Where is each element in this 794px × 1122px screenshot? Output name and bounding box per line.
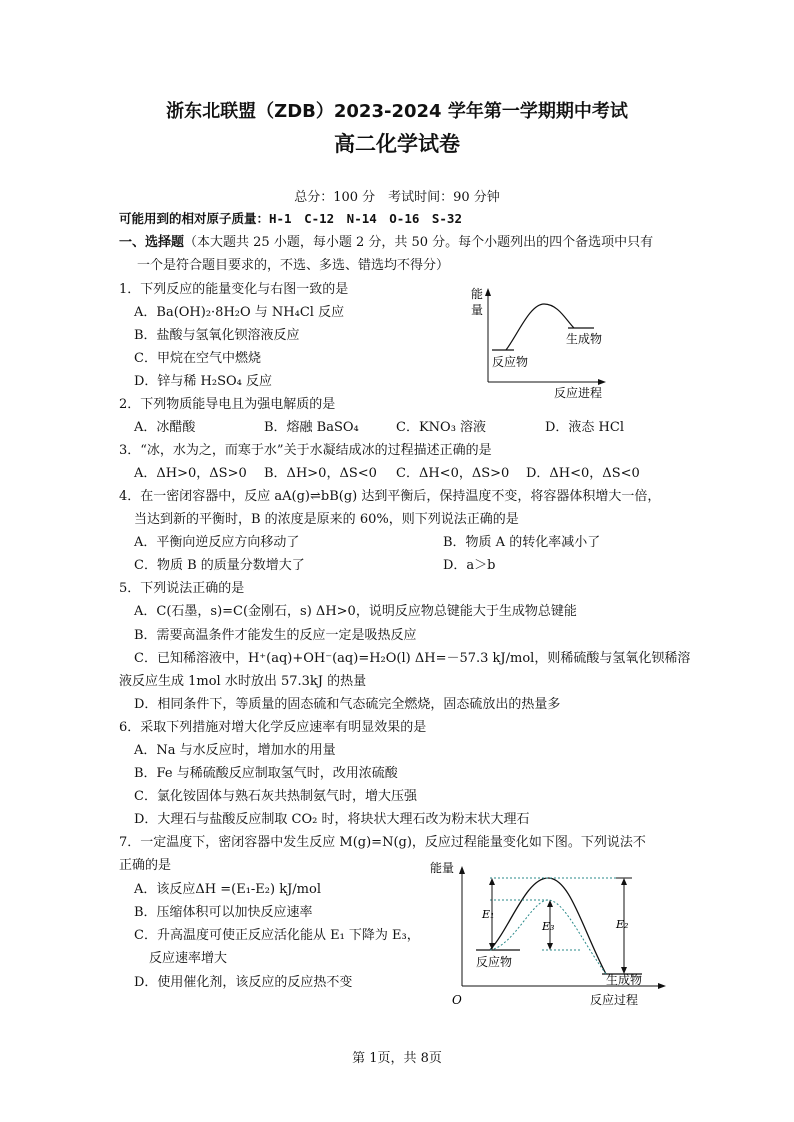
q7-stem-line2: 正确的是 [119,858,172,873]
q7-energy-diagram [430,858,670,1010]
q5-option-c: C．已知稀溶液中，H⁺(aq)+OH⁻(aq)=H₂O(l) ΔH=－57.3 kJ/mol，则稀硫酸与氢氧化钡稀溶 [134,651,691,666]
q1-stem: 1．下列反应的能量变化与右图一致的是 [119,282,349,297]
q1-option-d: D．锌与稀 H₂SO₄ 反应 [134,374,273,389]
exam-subtitle: 高二化学试卷 [334,132,460,156]
q7-fig-e2: E₂ [616,918,629,931]
q4-option-d: D．a＞b [443,558,496,573]
q7-fig-ylabel: 能量 [430,861,455,875]
exam-info: 总分：100 分 考试时间：90 分钟 [294,190,500,205]
q4-option-c: C．物质 B 的质量分数增大了 [134,558,305,573]
section-heading-bold: 一、选择题 [119,235,185,250]
q6-stem: 6．采取下列措施对增大化学反应速率有明显效果的是 [119,720,427,735]
q6-option-c: C．氯化铵固体与熟石灰共热制氨气时，增大压强 [134,789,417,804]
atomic-mass-line: 可能用到的相对原子质量：H-1 C-12 N-14 O-16 S-32 [119,211,462,226]
q2-option-c: C．KNO₃ 溶液 [396,420,487,435]
q7-fig-xlabel: 反应过程 [590,993,639,1007]
q2-option-b: B．熔融 BaSO₄ [264,420,359,435]
q1-option-a: A．Ba(OH)₂·8H₂O 与 NH₄Cl 反应 [134,305,345,320]
q7-fig-origin: O [452,993,462,1007]
q3-stem: 3．“冰，水为之，而寒于水”关于水凝结成冰的过程描述正确的是 [119,443,492,458]
q1-energy-diagram [468,284,608,402]
exam-title: 浙东北联盟（ZDB）2023-2024 学年第一学期期中考试 [166,101,628,122]
q4-stem-line2: 当达到新的平衡时，B 的浓度是原来的 60%，则下列说法正确的是 [134,512,519,527]
q7-option-d: D．使用催化剂，该反应的反应热不变 [134,975,353,990]
q1-fig-ylabel2: 量 [471,303,484,317]
q1-fig-xlabel: 反应进程 [554,386,603,400]
q3-option-a: A．ΔH>0，ΔS>0 [134,466,247,481]
page-number: 第 1页，共 8页 [352,1051,442,1066]
q4-stem: 4．在一密闭容器中，反应 aA(g)⇌bB(g) 达到平衡后，保持温度不变，将容器体积增大一倍， [119,489,661,504]
q1-fig-reactant: 反应物 [492,355,529,369]
q2-stem: 2．下列物质能导电且为强电解质的是 [119,397,336,412]
q3-option-b: B．ΔH>0，ΔS<0 [264,466,377,481]
q7-option-a: A．该反应ΔH =(E₁-E₂) kJ/mol [134,882,321,897]
q7-fig-e1: E₁ [482,908,495,921]
q6-option-b: B．Fe 与稀硫酸反应制取氢气时，改用浓硫酸 [134,766,398,781]
q1-option-b: B．盐酸与氢氧化钡溶液反应 [134,328,300,343]
section-heading [119,236,653,249]
q1-fig-ylabel1: 能 [471,287,484,301]
q7-option-b: B．压缩体积可以加快反应速率 [134,905,313,920]
q3-option-d: D．ΔH<0，ΔS<0 [526,466,640,481]
q1-option-c: C．甲烷在空气中燃烧 [134,351,261,366]
q7-stem: 7．一定温度下，密闭容器中发生反应 M(g)=N(g)，反应过程能量变化如下图。下列说法不 [119,835,646,850]
q5-option-c-line2: 液反应生成 1mol 水时放出 57.3kJ 的热量 [119,674,367,689]
q3-option-c: C．ΔH<0，ΔS>0 [396,466,510,481]
q7-option-c: C．升高温度可使正反应活化能从 E₁ 下降为 E₃， [134,928,420,943]
q5-stem: 5．下列说法正确的是 [119,581,245,596]
q6-option-a: A．Na 与水反应时，增加水的用量 [134,743,336,758]
q4-option-a: A．平衡向逆反应方向移动了 [134,535,300,550]
q4-option-b: B．物质 A 的转化率减小了 [443,535,601,550]
q2-option-d: D．液态 HCl [545,420,624,435]
section-heading-line2: 一个是符合题目要求的，不选、多选、错选均不得分） [137,258,450,273]
q5-option-d: D．相同条件下，等质量的固态硫和气态硫完全燃烧，固态硫放出的热量多 [134,697,561,712]
q7-fig-product: 生成物 [606,973,643,987]
q5-option-b: B．需要高温条件才能发生的反应一定是吸热反应 [134,628,417,643]
q2-option-a: A．冰醋酸 [134,420,196,435]
section-heading-rest: （本大题共 25 小题，每小题 2 分，共 50 分。每个小题列出的四个备选项中只有 [184,235,654,250]
q5-option-a: A．C(石墨，s)=C(金刚石，s) ΔH>0，说明反应物总键能大于生成物总键能 [134,604,577,619]
q7-option-c-line2: 反应速率增大 [149,951,228,966]
q7-fig-reactant: 反应物 [476,955,513,969]
q7-fig-e3: E₃ [542,920,555,933]
q1-fig-product: 生成物 [566,332,603,346]
q6-option-d: D．大理石与盐酸反应制取 CO₂ 时，将块状大理石改为粉末状大理石 [134,812,530,827]
